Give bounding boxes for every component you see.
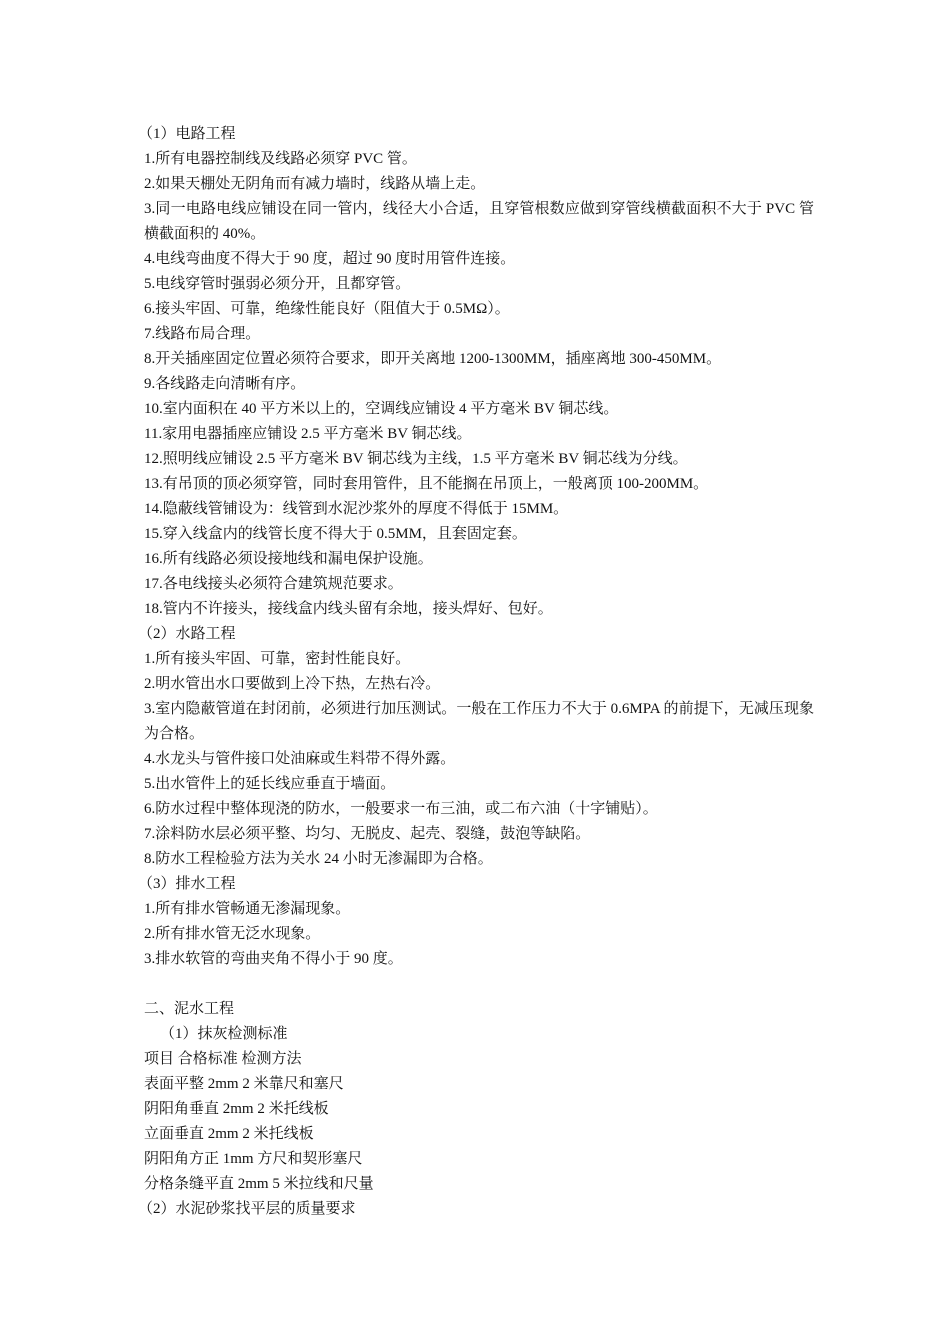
list-item: 3.室内隐蔽管道在封闭前，必须进行加压测试。一般在工作压力不大于 0.6MPA 的前提下，无减压现象为合格。 <box>144 701 814 742</box>
list-item: 8.防水工程检验方法为关水 24 小时无渗漏即为合格。 <box>144 851 493 867</box>
subheading-screed-requirements: （2）水泥砂浆找平层的质量要求 <box>138 1201 356 1217</box>
list-item: 15.穿入线盒内的线管长度不得大于 0.5MM，且套固定套。 <box>144 526 527 542</box>
list-item: 4.电线弯曲度不得大于 90 度，超过 90 度时用管件连接。 <box>144 251 516 267</box>
blank-line <box>144 972 814 997</box>
list-item: 1.所有排水管畅通无渗漏现象。 <box>144 901 351 917</box>
list-item: 10.室内面积在 40 平方米以上的，空调线应铺设 4 平方毫米 BV 铜芯线。 <box>144 401 619 417</box>
list-item: 3.同一电路电线应铺设在同一管内，线径大小合适，且穿管根数应做到穿管线横截面积不大于 PVC 管横截面积的 40%。 <box>144 201 814 242</box>
list-item: 7.线路布局合理。 <box>144 326 261 342</box>
table-row: 阴阳角方正 1mm 方尺和契形塞尺 <box>144 1151 363 1167</box>
list-item: 16.所有线路必须设接地线和漏电保护设施。 <box>144 551 433 567</box>
document-body <box>138 122 814 1222</box>
list-item: 5.出水管件上的延长线应垂直于墙面。 <box>144 776 396 792</box>
list-item: 1.所有接头牢固、可靠，密封性能良好。 <box>144 651 411 667</box>
list-item: 17.各电线接头必须符合建筑规范要求。 <box>144 576 403 592</box>
list-item: 13.有吊顶的顶必须穿管，同时套用管件，且不能搁在吊顶上，一般离顶 100-200MM。 <box>144 476 709 492</box>
heading-electrical: （1）电路工程 <box>138 126 236 142</box>
heading-drainage: （3）排水工程 <box>138 876 236 892</box>
heading-water: （2）水路工程 <box>138 626 236 642</box>
list-item: 2.所有排水管无泛水现象。 <box>144 926 321 942</box>
list-item: 7.涂料防水层必须平整、均匀、无脱皮、起壳、裂缝，鼓泡等缺陷。 <box>144 826 591 842</box>
table-row: 分格条缝平直 2mm 5 米拉线和尺量 <box>144 1176 374 1192</box>
list-item: 1.所有电器控制线及线路必须穿 PVC 管。 <box>144 151 417 167</box>
list-item: 18.管内不许接头，接线盒内线头留有余地，接头焊好、包好。 <box>144 601 553 617</box>
list-item: 4.水龙头与管件接口处油麻或生料带不得外露。 <box>144 751 456 767</box>
list-item: 9.各线路走向清晰有序。 <box>144 376 306 392</box>
table-row: 立面垂直 2mm 2 米托线板 <box>144 1126 314 1142</box>
list-item: 11.家用电器插座应铺设 2.5 平方毫米 BV 铜芯线。 <box>144 426 472 442</box>
list-item: 8.开关插座固定位置必须符合要求，即开关离地 1200-1300MM，插座离地 300-450MM。 <box>144 351 722 367</box>
table-header: 项目 合格标准 检测方法 <box>144 1051 302 1067</box>
list-item: 5.电线穿管时强弱必须分开，且都穿管。 <box>144 276 411 292</box>
list-item: 2.明水管出水口要做到上冷下热，左热右冷。 <box>144 676 441 692</box>
list-item: 6.防水过程中整体现浇的防水，一般要求一布三油，或二布六油（十字铺贴）。 <box>144 801 658 817</box>
list-item: 12.照明线应铺设 2.5 平方毫米 BV 铜芯线为主线，1.5 平方毫米 BV 铜芯线为分线。 <box>144 451 688 467</box>
table-row: 表面平整 2mm 2 米靠尺和塞尺 <box>144 1076 344 1092</box>
list-item: 6.接头牢固、可靠，绝缘性能良好（阻值大于 0.5MΩ）。 <box>144 301 510 317</box>
list-item: 3.排水软管的弯曲夹角不得小于 90 度。 <box>144 951 403 967</box>
table-row: 阴阳角垂直 2mm 2 米托线板 <box>144 1101 329 1117</box>
list-item: 2.如果天棚处无阴角而有减力墙时，线路从墙上走。 <box>144 176 486 192</box>
list-item: 14.隐蔽线管铺设为：线管到水泥沙浆外的厚度不得低于 15MM。 <box>144 501 569 517</box>
section-title-masonry: 二、泥水工程 <box>144 1001 235 1017</box>
subheading-plaster-standards: （1）抹灰检测标准 <box>160 1026 288 1042</box>
